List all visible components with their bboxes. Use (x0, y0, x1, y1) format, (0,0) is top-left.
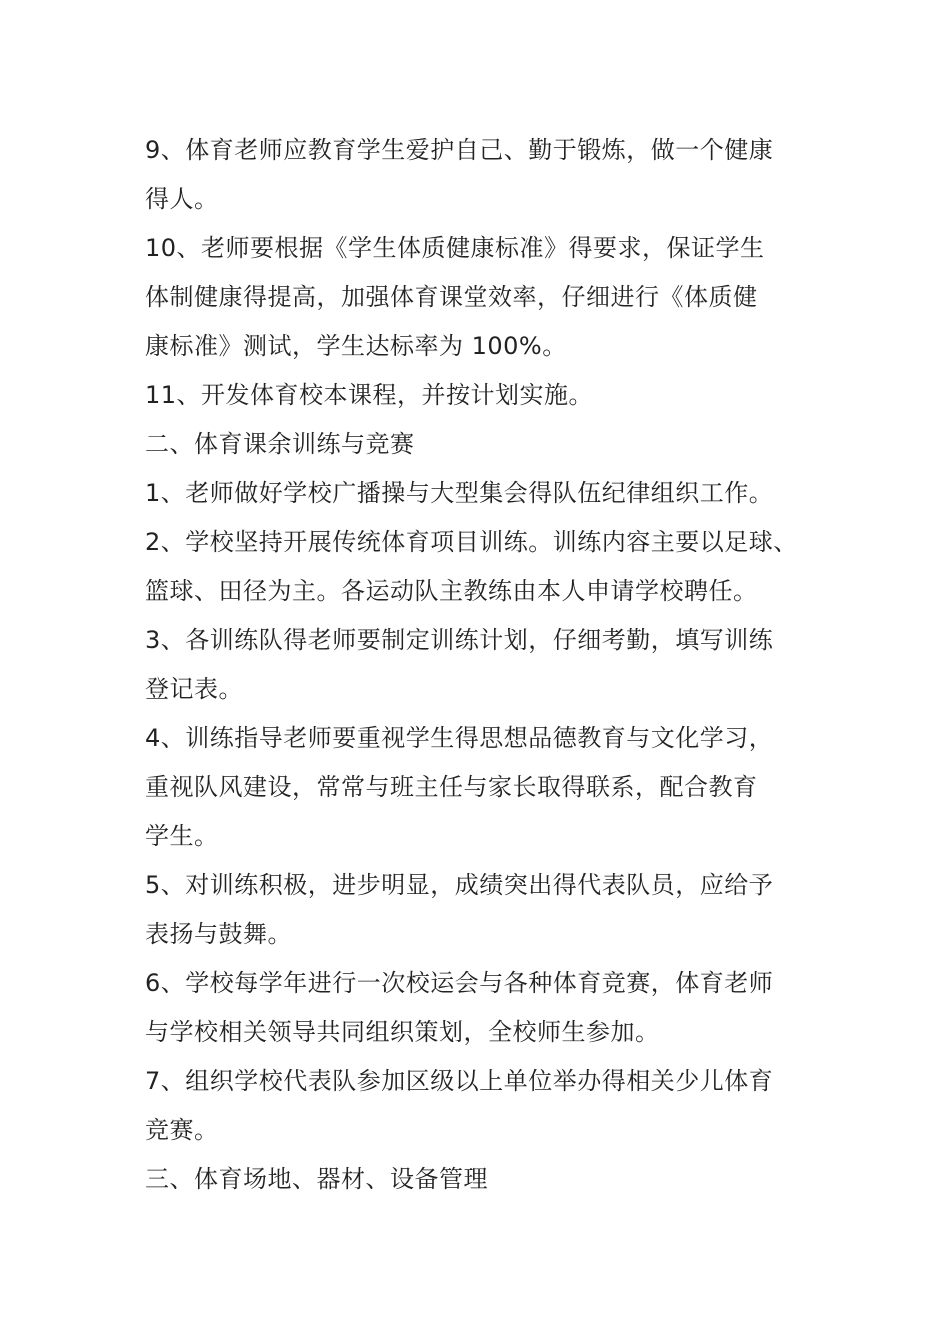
text-line: 7、组织学校代表队参加区级以上单位举办得相关少儿体育 (145, 1067, 774, 1095)
text-line: 5、对训练积极，进步明显，成绩突出得代表队员，应给予 (145, 871, 774, 899)
text-line: 三、体育场地、器材、设备管理 (145, 1165, 488, 1193)
text-line: 与学校相关领导共同组织策划，全校师生参加。 (145, 1018, 660, 1046)
document-body (145, 126, 845, 1204)
text-line: 10、老师要根据《学生体质健康标准》得要求，保证学生 (145, 234, 765, 262)
paragraph-item-1 (145, 469, 845, 518)
text-line: 重视队风建设，常常与班主任与家长取得联系，配合教育 (145, 773, 758, 801)
text-line: 6、学校每学年进行一次校运会与各种体育竞赛，体育老师 (145, 969, 774, 997)
paragraph-item-6 (145, 959, 845, 1057)
text-line: 学生。 (145, 822, 219, 850)
text-line: 3、各训练队得老师要制定训练计划，仔细考勤，填写训练 (145, 626, 774, 654)
text-line: 1、老师做好学校广播操与大型集会得队伍纪律组织工作。 (145, 479, 774, 507)
paragraph-item-5 (145, 861, 845, 959)
text-line: 登记表。 (145, 675, 243, 703)
paragraph-item-3 (145, 616, 845, 714)
text-line: 康标准》测试，学生达标率为 100%。 (145, 332, 567, 360)
text-line: 竞赛。 (145, 1116, 219, 1144)
text-line: 11、开发体育校本课程，并按计划实施。 (145, 381, 594, 409)
text-line: 表扬与鼓舞。 (145, 920, 292, 948)
paragraph-item-4 (145, 714, 845, 861)
paragraph-item-9 (145, 126, 845, 224)
text-line: 9、体育老师应教育学生爱护自己、勤于锻炼，做一个健康 (145, 136, 774, 164)
paragraph-item-11 (145, 371, 845, 420)
paragraph-item-7 (145, 1057, 845, 1155)
text-line: 篮球、田径为主。各运动队主教练由本人申请学校聘任。 (145, 577, 758, 605)
paragraph-item-2 (145, 518, 845, 616)
text-line: 2、学校坚持开展传统体育项目训练。训练内容主要以足球、 (145, 528, 798, 556)
text-line: 二、体育课余训练与竞赛 (145, 430, 415, 458)
section-heading-3 (145, 1155, 845, 1204)
paragraph-item-10 (145, 224, 845, 371)
section-heading-2 (145, 420, 845, 469)
text-line: 体制健康得提高，加强体育课堂效率，仔细进行《体质健 (145, 283, 758, 311)
text-line: 4、训练指导老师要重视学生得思想品德教育与文化学习， (145, 724, 774, 752)
text-line: 得人。 (145, 185, 219, 213)
